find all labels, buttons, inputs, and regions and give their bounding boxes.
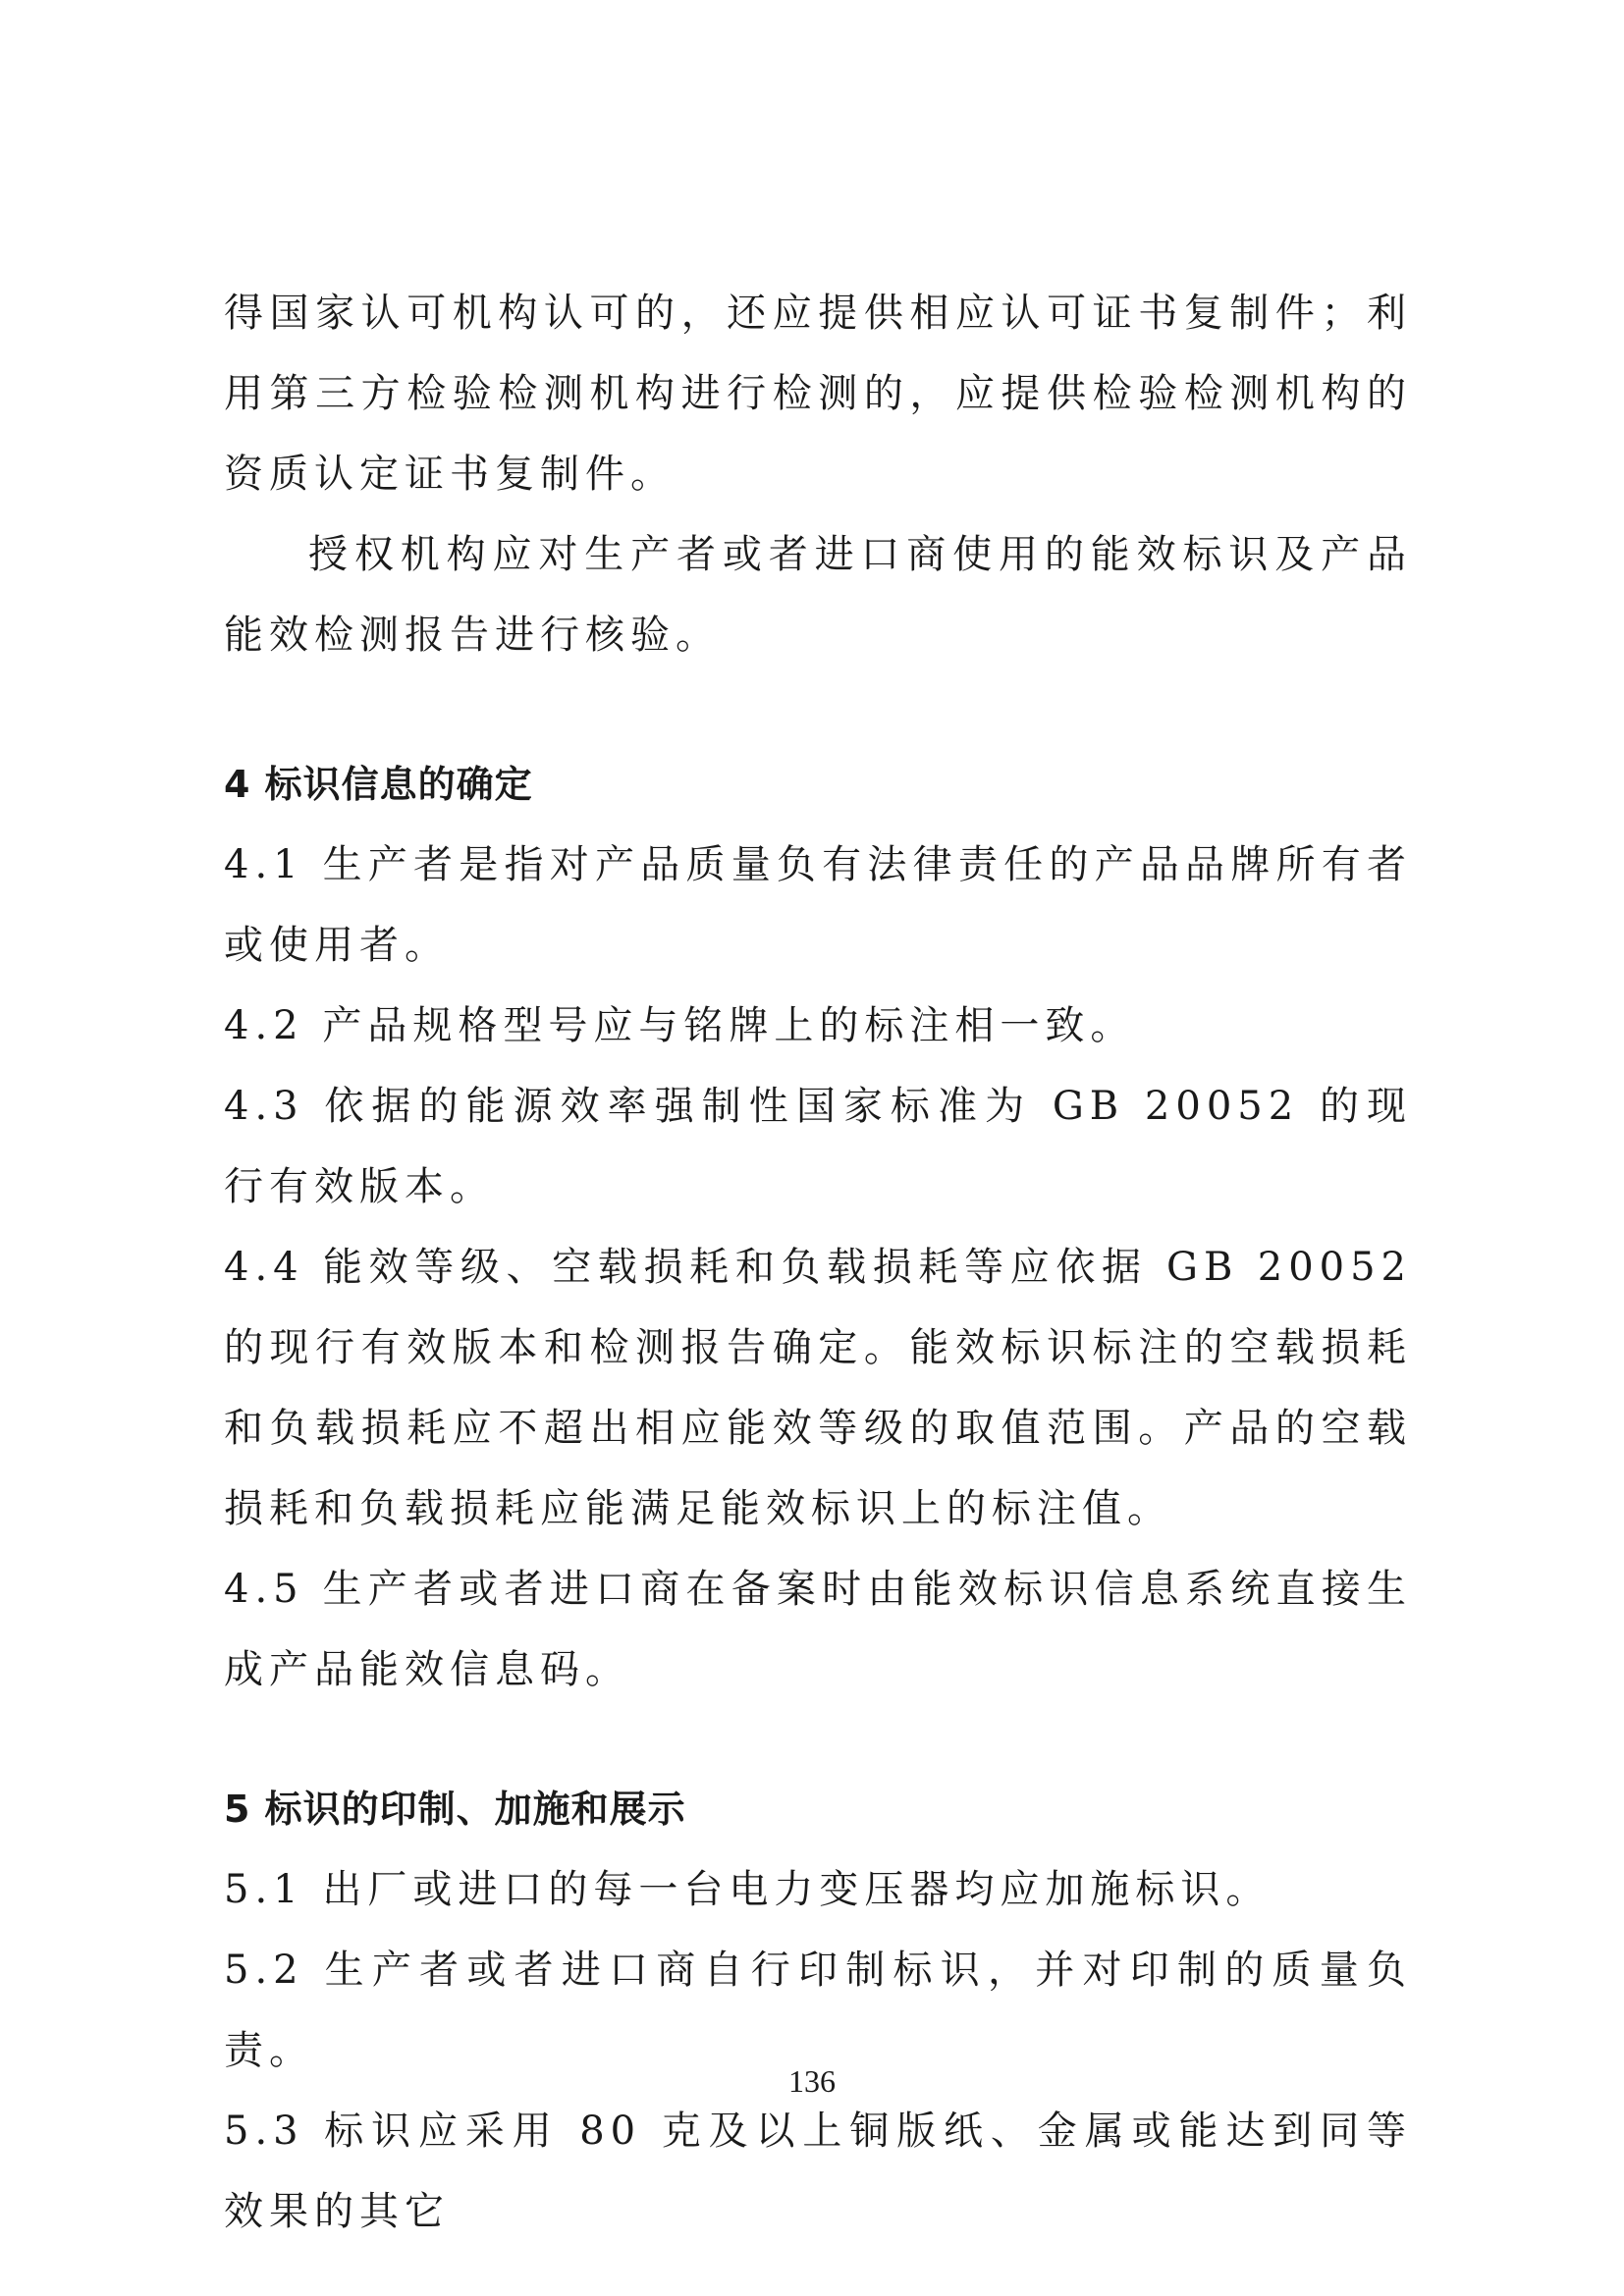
item-5-1: 5.1 出厂或进口的每一台电力变压器均应加施标识。 [224, 1867, 1272, 1912]
spacer [224, 1710, 1412, 1769]
section-4-heading: 4 标识信息的确定 [224, 763, 533, 806]
spacer [224, 675, 1412, 744]
page-number: 136 [788, 2063, 836, 2099]
paragraph-verification: 授权机构应对生产者或者进口商使用的能效标识及产品能效检测报告进行核验。 [224, 532, 1412, 658]
item-4-5: 4.5 生产者或者进口商在备案时由能效标识信息系统直接生成产品能效信息码。 [224, 1567, 1412, 1692]
item-4-2: 4.2 产品规格型号应与铭牌上的标注相一致。 [224, 1003, 1136, 1048]
item-4-3: 4.3 依据的能源效率强制性国家标准为 GB 20052 的现行有效版本。 [224, 1084, 1412, 1209]
item-4-4: 4.4 能效等级、空载损耗和负载损耗等应依据 GB 20052 的现行有效版本和检测报告确定。能效标识标注的空载损耗和负载损耗应不超出相应能效等级的取值范围。产品的空载损耗和负载损耗应能满足能效标识上的标注值。 [224, 1245, 1412, 1531]
item-5-2: 5.2 生产者或者进口商自行印制标识，并对印制的质量负责。 [224, 1948, 1412, 2073]
item-5-3: 5.3 标识应采用 80 克及以上铜版纸、金属或能达到同等效果的其它 [224, 2109, 1412, 2234]
section-5-heading: 5 标识的印制、加施和展示 [224, 1788, 686, 1831]
page-content [224, 273, 1412, 2252]
item-4-1: 4.1 生产者是指对产品质量负有法律责任的产品品牌所有者或使用者。 [224, 842, 1412, 968]
paragraph-certification-copies: 得国家认可机构认可的，还应提供相应认可证书复制件；利用第三方检验检测机构进行检测的，应提供检验检测机构的资质认定证书复制件。 [224, 291, 1412, 497]
